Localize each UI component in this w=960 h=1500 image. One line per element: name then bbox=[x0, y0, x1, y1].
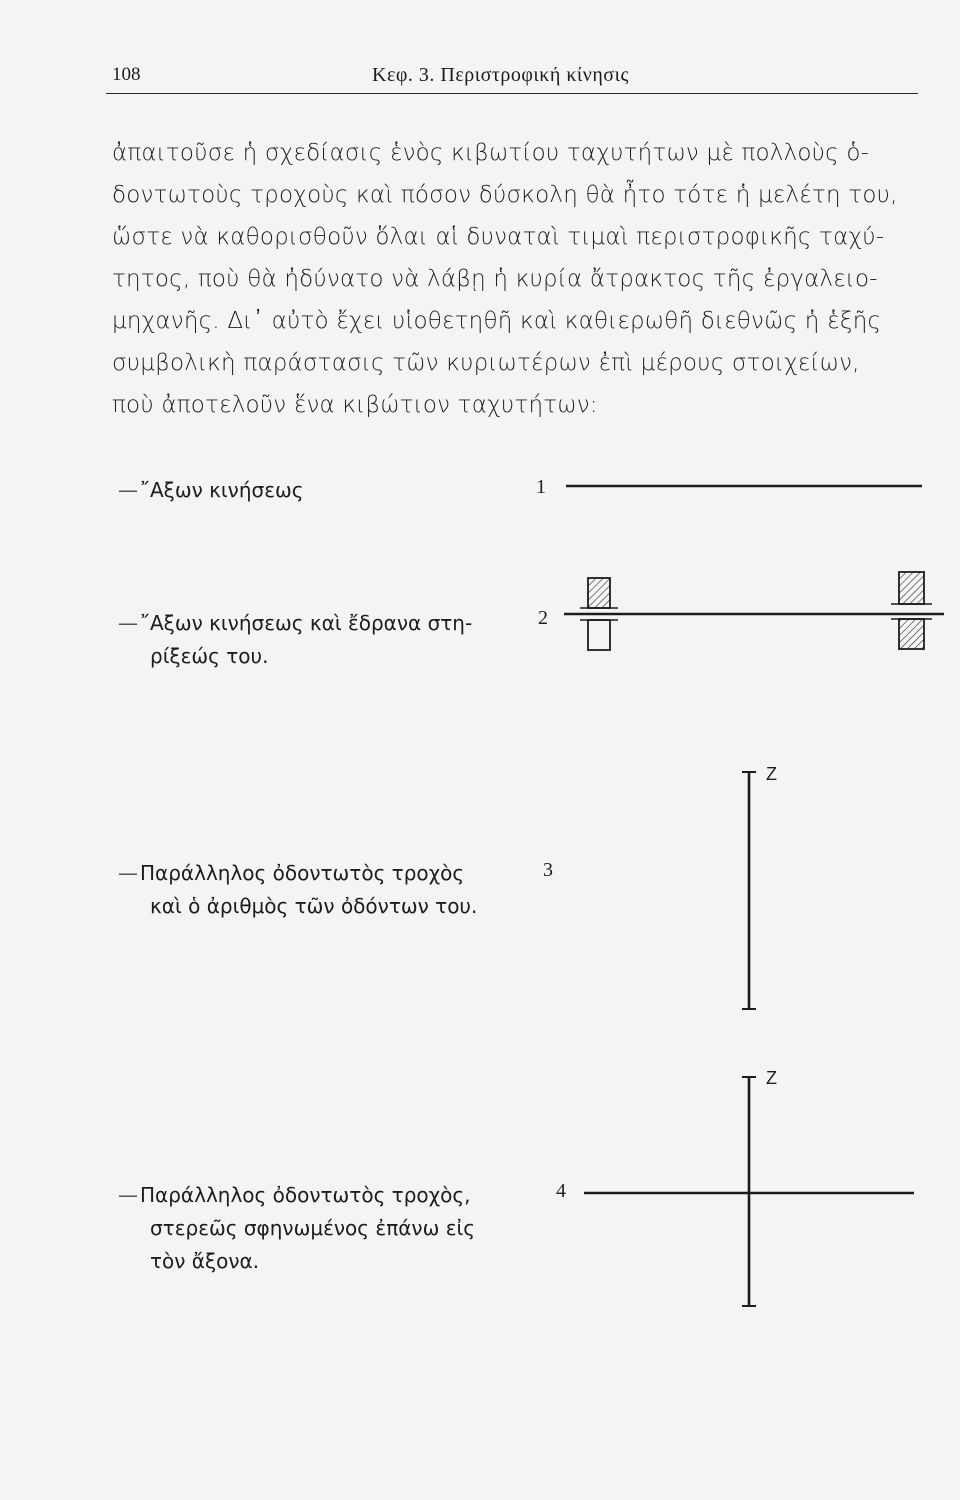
running-title: Κεφ. 3. Περιστροφική κίνησις bbox=[372, 64, 629, 86]
legend-text-line: ρίξεώς του. bbox=[150, 644, 269, 668]
right-bearing-icon bbox=[891, 572, 932, 649]
legend-text-line: ῎Αξων κινήσεως καὶ ἔδρανα στη- bbox=[140, 611, 473, 635]
legend-3-z-label: Z bbox=[766, 764, 777, 784]
body-line: δοντωτοὺς τροχοὺς καὶ πόσον δύσκολη θὰ ἦτο τότε ἡ μελέτη του, bbox=[112, 182, 898, 208]
legend-1-number: 1 bbox=[536, 476, 546, 498]
legend-dash: — bbox=[118, 1183, 138, 1207]
legend-4-number: 4 bbox=[556, 1180, 566, 1202]
legend-text-line: στερεῶς σφηνωμένος ἐπάνω εἰς bbox=[150, 1216, 476, 1240]
shaft-with-bearings-symbol bbox=[564, 572, 944, 650]
legend-text-line: καὶ ὁ ἀριθμὸς τῶν ὀδόντων του. bbox=[150, 894, 478, 918]
legend-4-z-label: Z bbox=[766, 1068, 777, 1088]
legend-dash: — bbox=[118, 611, 138, 635]
body-line: μηχανῆς. Δι᾽ αὐτὸ ἔχει υἱοθετηθῆ καὶ καθιερωθῆ διεθνῶς ἡ ἑξῆς bbox=[112, 308, 882, 334]
body-line: ποὺ ἀποτελοῦν ἕνα κιβώτιον ταχυτήτων: bbox=[112, 392, 598, 418]
body-line: ὥστε νὰ καθορισθοῦν ὅλαι αἱ δυναταὶ τιμαὶ περιστροφικῆς ταχύ- bbox=[112, 224, 885, 250]
legend-text-line: τὸν ἄξονα. bbox=[150, 1249, 260, 1273]
keyed-gear-symbol-4 bbox=[584, 1077, 914, 1306]
spur-gear-symbol-3 bbox=[742, 772, 756, 1009]
legend-text-line: ῎Αξων κινήσεως bbox=[140, 478, 304, 502]
legend-2-number: 2 bbox=[538, 607, 548, 629]
legend-text-line: Παράλληλος ὀδοντωτὸς τροχὸς bbox=[140, 861, 465, 885]
legend-text-line: Παράλληλος ὀδοντωτὸς τροχὸς, bbox=[140, 1183, 471, 1207]
body-line: συμβολικὴ παράστασις τῶν κυριωτέρων ἐπὶ μέρους στοιχείων, bbox=[112, 350, 860, 376]
page-number: 108 bbox=[112, 64, 141, 85]
body-line: τητος, ποὺ θὰ ἠδύνατο νὰ λάβῃ ἡ κυρία ἄτρακτος τῆς ἐργαλειο- bbox=[112, 266, 878, 292]
legend-dash: — bbox=[118, 478, 138, 502]
legend-dash: — bbox=[118, 861, 138, 885]
legend-3-number: 3 bbox=[543, 859, 553, 881]
body-line: ἀπαιτοῦσε ἡ σχεδίασις ἑνὸς κιβωτίου ταχυτήτων μὲ πολλοὺς ὁ- bbox=[112, 140, 870, 166]
